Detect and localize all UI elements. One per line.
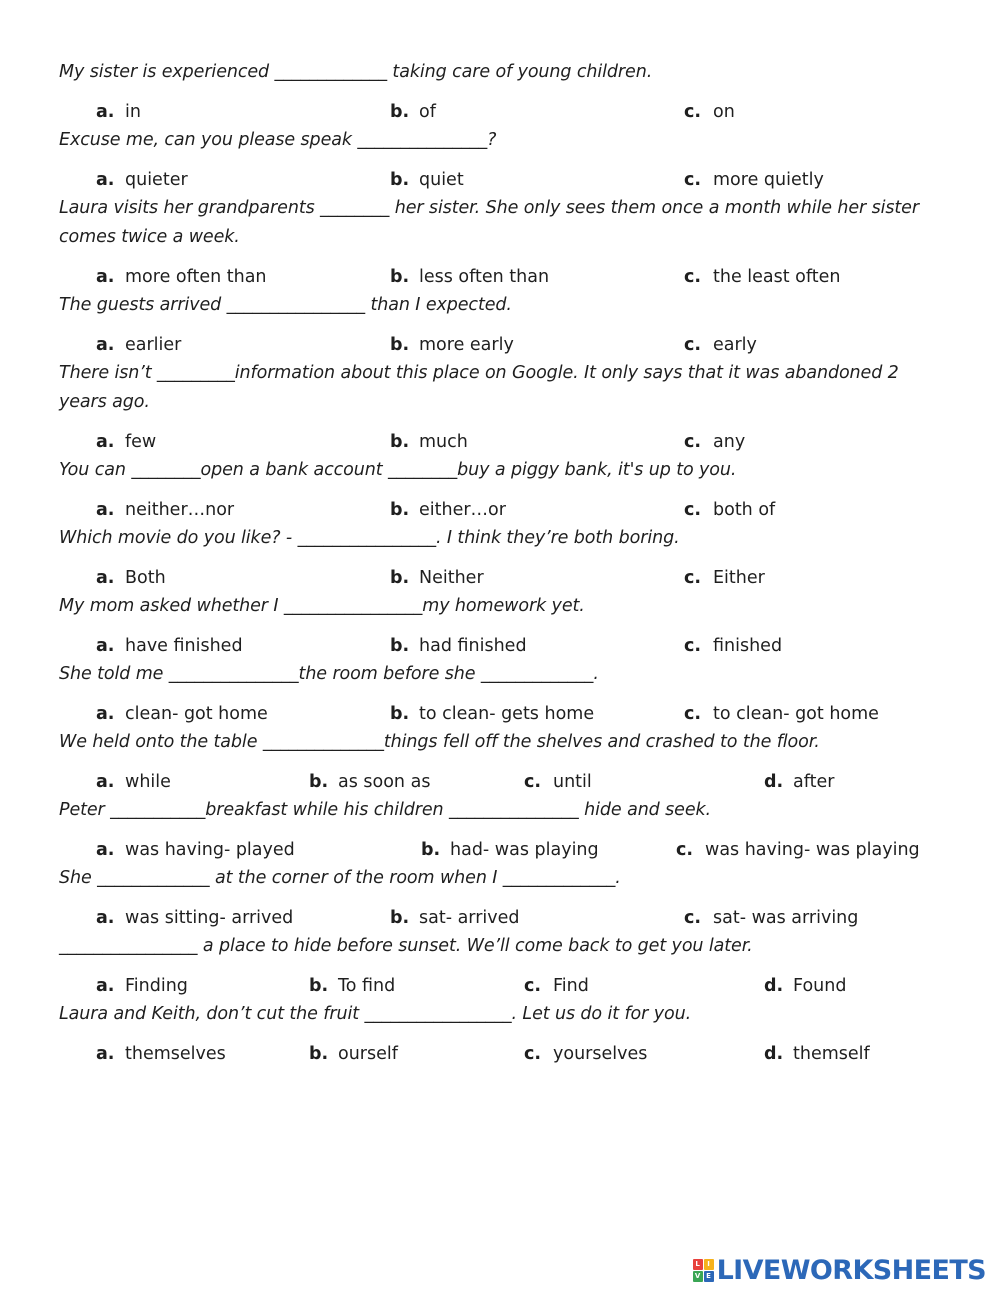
option-text: Finding	[125, 976, 188, 996]
question-text: You can ________open a bank account ________buy a piggy bank, it's up to you.	[59, 460, 737, 480]
answer-option[interactable]	[421, 837, 599, 864]
question-text: ________________ a place to hide before sunset. We’ll come back to get you later.	[59, 936, 753, 956]
answer-options	[59, 167, 939, 194]
option-text: more quietly	[713, 170, 824, 190]
option-text: earlier	[125, 335, 182, 355]
logo-block: I	[704, 1259, 714, 1270]
option-text: Both	[125, 568, 166, 588]
option-text: on	[713, 102, 735, 122]
option-letter: c.	[684, 500, 702, 520]
option-letter: c.	[684, 568, 702, 588]
option-letter: c.	[524, 772, 542, 792]
option-text: until	[553, 772, 592, 792]
answer-option[interactable]	[96, 264, 267, 291]
option-letter: c.	[684, 704, 702, 724]
option-letter: b.	[390, 335, 410, 355]
question-text: We held onto the table ______________things fell off the shelves and crashed to the floor.	[59, 732, 820, 752]
option-letter: a.	[96, 636, 115, 656]
option-letter: a.	[96, 432, 115, 452]
option-text: any	[713, 432, 746, 452]
option-text: was having- was playing	[705, 840, 920, 860]
option-letter: c.	[524, 976, 542, 996]
option-letter: b.	[390, 102, 410, 122]
answer-options	[59, 264, 939, 291]
option-letter: b.	[390, 170, 410, 190]
answer-option[interactable]	[309, 769, 430, 796]
option-text: had finished	[419, 636, 527, 656]
option-text: both of	[713, 500, 776, 520]
option-text: more early	[419, 335, 514, 355]
option-text: much	[419, 432, 468, 452]
option-letter: b.	[390, 636, 410, 656]
answer-option[interactable]	[96, 167, 188, 194]
option-letter: c.	[524, 1044, 542, 1064]
answer-option[interactable]	[390, 167, 464, 194]
option-letter: b.	[421, 840, 441, 860]
answer-option[interactable]	[390, 701, 594, 728]
option-text: early	[713, 335, 757, 355]
option-letter: b.	[309, 976, 329, 996]
option-text: themselves	[125, 1044, 226, 1064]
option-letter: a.	[96, 976, 115, 996]
answer-options	[59, 565, 939, 592]
logo-blocks-icon	[693, 1259, 714, 1282]
option-letter: a.	[96, 568, 115, 588]
option-text: Find	[553, 976, 589, 996]
option-letter: b.	[390, 432, 410, 452]
logo-block: L	[693, 1259, 703, 1270]
question-text: Excuse me, can you please speak _______________?	[59, 130, 497, 150]
answer-option[interactable]	[390, 332, 514, 359]
answer-option[interactable]	[309, 1041, 398, 1068]
question-text: Laura visits her grandparents ________ her sister. She only sees them once a month while her sister comes twice a week.	[59, 198, 925, 247]
option-text: quieter	[125, 170, 188, 190]
answer-option[interactable]	[96, 497, 234, 524]
worksheet	[59, 58, 939, 1068]
question-text: My mom asked whether I ________________my homework yet.	[59, 596, 585, 616]
answer-option[interactable]	[390, 565, 484, 592]
answer-options	[59, 99, 939, 126]
option-text: was having- played	[125, 840, 295, 860]
option-letter: c.	[684, 267, 702, 287]
question-text: Peter ___________breakfast while his children _______________ hide and seek.	[59, 800, 712, 820]
answer-options	[59, 429, 939, 456]
option-letter: c.	[684, 170, 702, 190]
answer-option[interactable]	[96, 973, 188, 1000]
option-text: clean- got home	[125, 704, 268, 724]
option-letter: c.	[684, 908, 702, 928]
option-text: sat- was arriving	[713, 908, 859, 928]
option-text: themself	[793, 1044, 870, 1064]
question-text: She _____________ at the corner of the room when I _____________.	[59, 868, 621, 888]
answer-option[interactable]	[96, 565, 166, 592]
answer-option[interactable]	[390, 633, 527, 660]
answer-options	[59, 769, 939, 796]
answer-option[interactable]	[96, 1041, 226, 1068]
option-letter: b.	[309, 1044, 329, 1064]
answer-options	[59, 837, 939, 864]
answer-options	[59, 633, 939, 660]
answer-option[interactable]	[764, 769, 834, 796]
option-letter: a.	[96, 772, 115, 792]
option-text: was sitting- arrived	[125, 908, 294, 928]
answer-option[interactable]	[684, 905, 858, 932]
option-text: neither…nor	[125, 500, 235, 520]
option-letter: a.	[96, 704, 115, 724]
answer-option[interactable]	[390, 264, 549, 291]
option-text: either…or	[419, 500, 506, 520]
option-letter: d.	[764, 772, 784, 792]
option-text: while	[125, 772, 171, 792]
answer-options	[59, 905, 939, 932]
question-text: Which movie do you like? - ________________. I think they’re both boring.	[59, 528, 680, 548]
option-letter: b.	[390, 704, 410, 724]
question-text: She told me _______________the room before she _____________.	[59, 664, 599, 684]
option-text: have finished	[125, 636, 243, 656]
answer-option[interactable]	[96, 769, 171, 796]
option-letter: b.	[390, 500, 410, 520]
answer-option[interactable]	[390, 99, 436, 126]
option-letter: a.	[96, 500, 115, 520]
logo-text: LIVEWORKSHEETS	[716, 1254, 986, 1286]
option-letter: c.	[684, 102, 702, 122]
option-text: quiet	[419, 170, 464, 190]
option-text: to clean- gets home	[419, 704, 595, 724]
option-text: had- was playing	[450, 840, 599, 860]
option-text: to clean- got home	[713, 704, 879, 724]
option-text: of	[419, 102, 436, 122]
answer-option[interactable]	[684, 701, 879, 728]
option-letter: c.	[684, 335, 702, 355]
answer-option[interactable]	[96, 633, 243, 660]
question-text: Laura and Keith, don’t cut the fruit _________________. Let us do it for you.	[59, 1004, 692, 1024]
option-letter: a.	[96, 1044, 115, 1064]
question-text: My sister is experienced _____________ taking care of young children.	[59, 62, 653, 82]
answer-option[interactable]	[524, 973, 589, 1000]
answer-options	[59, 973, 939, 1000]
option-text: after	[793, 772, 835, 792]
answer-option[interactable]	[684, 99, 735, 126]
option-text: few	[125, 432, 157, 452]
option-letter: a.	[96, 170, 115, 190]
option-letter: b.	[309, 772, 329, 792]
answer-option[interactable]	[96, 332, 181, 359]
answer-option[interactable]	[96, 429, 156, 456]
answer-options	[59, 332, 939, 359]
answer-option[interactable]	[524, 1041, 647, 1068]
option-letter: c.	[676, 840, 694, 860]
logo-block: E	[704, 1271, 714, 1282]
option-text: the least often	[713, 267, 841, 287]
answer-option[interactable]	[390, 429, 468, 456]
answer-option[interactable]	[684, 167, 824, 194]
answer-option[interactable]	[96, 701, 268, 728]
option-text: Either	[713, 568, 765, 588]
option-letter: d.	[764, 1044, 784, 1064]
answer-options	[59, 1041, 939, 1068]
option-letter: c.	[684, 636, 702, 656]
option-letter: b.	[390, 908, 410, 928]
option-text: Found	[793, 976, 847, 996]
option-letter: c.	[684, 432, 702, 452]
answer-option[interactable]	[390, 497, 506, 524]
answer-options	[59, 701, 939, 728]
answer-options	[59, 497, 939, 524]
answer-option[interactable]	[390, 905, 519, 932]
option-text: sat- arrived	[419, 908, 520, 928]
logo-block: V	[693, 1271, 703, 1282]
question-text: The guests arrived ________________ than I expected.	[59, 295, 512, 315]
answer-option[interactable]	[764, 1041, 870, 1068]
option-text: ourself	[338, 1044, 398, 1064]
option-text: as soon as	[338, 772, 431, 792]
answer-option[interactable]	[676, 837, 920, 864]
answer-option[interactable]	[524, 769, 592, 796]
answer-option[interactable]	[684, 497, 775, 524]
option-letter: a.	[96, 267, 115, 287]
answer-option[interactable]	[684, 264, 840, 291]
option-letter: b.	[390, 267, 410, 287]
answer-option[interactable]	[684, 429, 745, 456]
option-text: less often than	[419, 267, 550, 287]
option-text: yourselves	[553, 1044, 648, 1064]
answer-option[interactable]	[96, 837, 295, 864]
answer-option[interactable]	[96, 99, 141, 126]
liveworksheets-logo[interactable]	[693, 1253, 986, 1287]
option-letter: a.	[96, 335, 115, 355]
option-text: in	[125, 102, 141, 122]
option-letter: a.	[96, 840, 115, 860]
option-letter: a.	[96, 908, 115, 928]
option-text: To find	[338, 976, 396, 996]
option-text: more often than	[125, 267, 267, 287]
answer-option[interactable]	[684, 565, 765, 592]
option-letter: b.	[390, 568, 410, 588]
answer-option[interactable]	[684, 332, 757, 359]
answer-option[interactable]	[684, 633, 782, 660]
option-text: finished	[713, 636, 783, 656]
answer-option[interactable]	[764, 973, 846, 1000]
question-text: There isn’t _________information about this place on Google. It only says that it was abandoned 2 years ago.	[59, 363, 905, 412]
answer-option[interactable]	[96, 905, 293, 932]
answer-option[interactable]	[309, 973, 395, 1000]
option-text: Neither	[419, 568, 484, 588]
option-letter: a.	[96, 102, 115, 122]
option-letter: d.	[764, 976, 784, 996]
